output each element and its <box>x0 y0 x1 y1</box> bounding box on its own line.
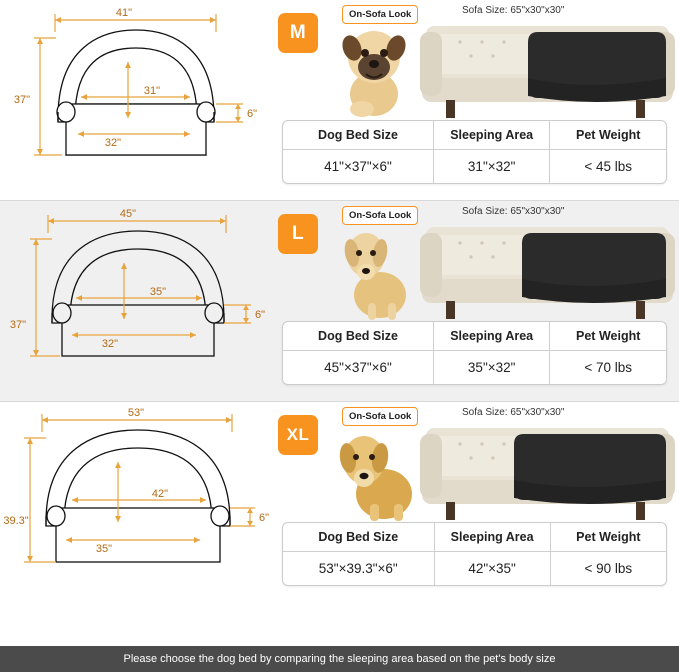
value-sleeping-area-xl: 42"×35" <box>435 552 551 585</box>
dim-width-xl: 53" <box>127 407 145 419</box>
header-bed-size: Dog Bed Size <box>283 322 434 351</box>
dog-photo-xl <box>322 416 427 521</box>
spec-table-m <box>282 120 667 184</box>
value-pet-weight-xl: < 90 lbs <box>584 561 633 576</box>
dim-inner-width-l: 35" <box>149 286 167 298</box>
dim-inner-depth-m: 32" <box>104 137 122 149</box>
dim-height-l: 37" <box>9 319 27 331</box>
bed-diagram-m <box>0 0 272 200</box>
dog-photo-l <box>322 215 427 320</box>
size-badge-xl: XL <box>278 415 318 455</box>
dim-height-m: 37" <box>13 94 31 106</box>
size-row-xl <box>0 402 679 602</box>
size-badge-l: L <box>278 214 318 254</box>
value-sleeping-area-l: 35"×32" <box>434 351 550 384</box>
header-pet-weight: Pet Weight <box>550 121 666 150</box>
sofa-size-label-l: Sofa Size: 65"x30"x30" <box>462 206 565 217</box>
dim-inner-width-m: 31" <box>143 85 161 97</box>
size-row-m <box>0 0 679 200</box>
table-row <box>283 150 666 183</box>
dog-photo-m <box>322 14 427 119</box>
value-pet-weight-l: < 70 lbs <box>584 360 633 375</box>
table-row <box>283 351 666 384</box>
row-content-xl <box>272 402 679 602</box>
header-sleeping-area: Sleeping Area <box>434 121 550 150</box>
dim-inner-depth-xl: 35" <box>95 543 113 555</box>
value-bed-size-xl: 53"×39.3"×6" <box>283 552 435 585</box>
on-sofa-look-tag-m: On-Sofa Look <box>342 5 418 24</box>
dim-height-xl: 39.3" <box>3 515 29 527</box>
spec-table-l <box>282 321 667 385</box>
sofa-illustration-xl <box>420 410 675 528</box>
dim-thickness-m: 6" <box>246 108 258 120</box>
dim-width-m: 41" <box>115 7 133 19</box>
dim-inner-width-xl: 42" <box>151 488 169 500</box>
dim-thickness-xl: 6" <box>258 512 270 524</box>
on-sofa-look-tag-l: On-Sofa Look <box>342 206 418 225</box>
bed-diagram-l <box>0 201 272 401</box>
size-row-l <box>0 201 679 401</box>
header-pet-weight: Pet Weight <box>550 322 666 351</box>
header-pet-weight: Pet Weight <box>551 523 666 552</box>
table-header-row <box>283 523 666 552</box>
sofa-size-label-m: Sofa Size: 65"x30"x30" <box>462 5 565 16</box>
row-content-l <box>272 201 679 401</box>
size-badge-m: M <box>278 13 318 53</box>
table-header-row <box>283 121 666 150</box>
dim-inner-depth-l: 32" <box>101 338 119 350</box>
on-sofa-look-tag-xl: On-Sofa Look <box>342 407 418 426</box>
header-bed-size: Dog Bed Size <box>283 523 435 552</box>
sofa-illustration-m <box>420 8 675 126</box>
value-sleeping-area-m: 31"×32" <box>434 150 550 183</box>
sofa-illustration-l <box>420 209 675 327</box>
value-bed-size-l: 45"×37"×6" <box>283 351 434 384</box>
value-pet-weight-m: < 45 lbs <box>584 159 633 174</box>
spec-table-xl <box>282 522 667 586</box>
header-sleeping-area: Sleeping Area <box>435 523 551 552</box>
table-header-row <box>283 322 666 351</box>
bed-diagram-xl <box>0 402 272 602</box>
header-bed-size: Dog Bed Size <box>283 121 434 150</box>
header-sleeping-area: Sleeping Area <box>434 322 550 351</box>
dim-width-l: 45" <box>119 208 137 220</box>
sofa-size-label-xl: Sofa Size: 65"x30"x30" <box>462 407 565 418</box>
table-row <box>283 552 666 585</box>
dim-thickness-l: 6" <box>254 309 266 321</box>
value-bed-size-m: 41"×37"×6" <box>283 150 434 183</box>
footer-note: Please choose the dog bed by comparing the sleeping area based on the pet's body size <box>0 646 679 672</box>
row-content-m <box>272 0 679 200</box>
